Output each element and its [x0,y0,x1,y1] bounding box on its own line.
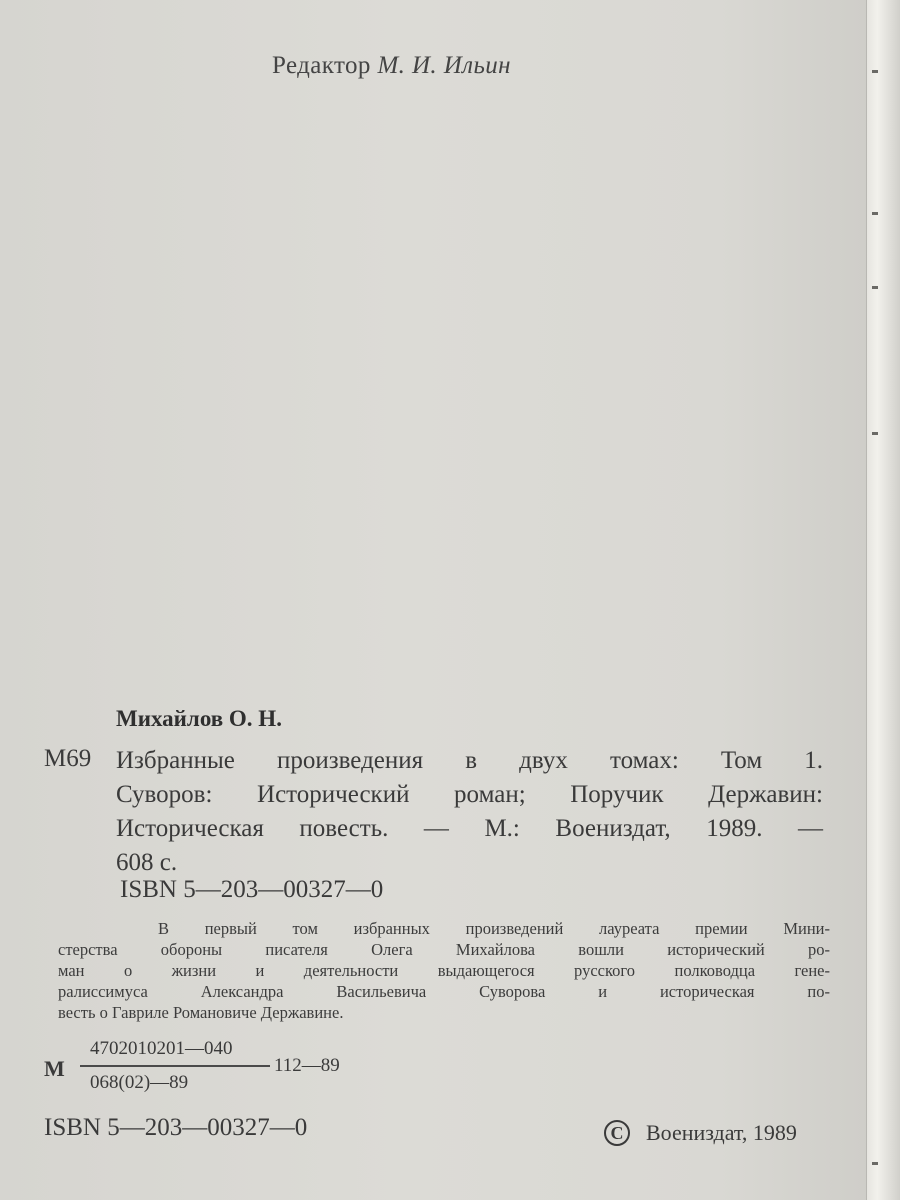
annotation-line: ман о жизни и деятельности выдающегося русского полководца гене- [58,961,830,980]
classification-letter: М [44,1056,65,1081]
catalog-description [116,744,823,880]
editor-role: Редактор [272,52,371,79]
description-line: Суворов: Исторический роман; Поручик Державин: [116,781,823,808]
annotation-line: весть о Гавриле Романовиче Державине. [58,1003,344,1022]
stitch-mark [872,432,878,435]
description-line: Избранные произведения в двух томах: Том 1. [116,747,823,774]
editor-name: М. И. Ильин [377,52,511,79]
annotation-line: В первый том избранных произведений лауреата премии Мини- [158,919,830,938]
editor-credit [272,52,511,80]
classification-denominator: 068(02)—89 [90,1072,189,1093]
catalog-isbn: ISBN 5—203—00327—0 [120,876,384,903]
catalog-code: М69 [44,745,92,772]
catalog-author: Михайлов О. Н. [116,706,282,731]
classification-right: 112—89 [274,1055,340,1076]
stitch-mark [872,1162,878,1165]
copyright-publisher-year: Воениздат, 1989 [646,1119,797,1145]
classification-fraction-bar [80,1065,270,1067]
annotation-line: стерства обороны писателя Олега Михайлова вошли исторический ро- [58,940,830,959]
stitch-mark [872,286,878,289]
copyright-notice [604,1118,797,1146]
stitch-mark [872,70,878,73]
annotation-text [58,918,830,1023]
page-spine-edge [866,0,900,1200]
annotation-line: ралиссимуса Александра Васильевича Суворова и историческая по- [58,982,830,1001]
stitch-mark [872,212,878,215]
description-line: Историческая повесть. — М.: Воениздат, 1989. — [116,815,823,842]
copyright-icon: C [604,1120,630,1146]
footer-isbn: ISBN 5—203—00327—0 [44,1114,308,1141]
description-line: 608 с. [116,849,178,876]
classification-numerator: 4702010201—040 [90,1038,233,1059]
